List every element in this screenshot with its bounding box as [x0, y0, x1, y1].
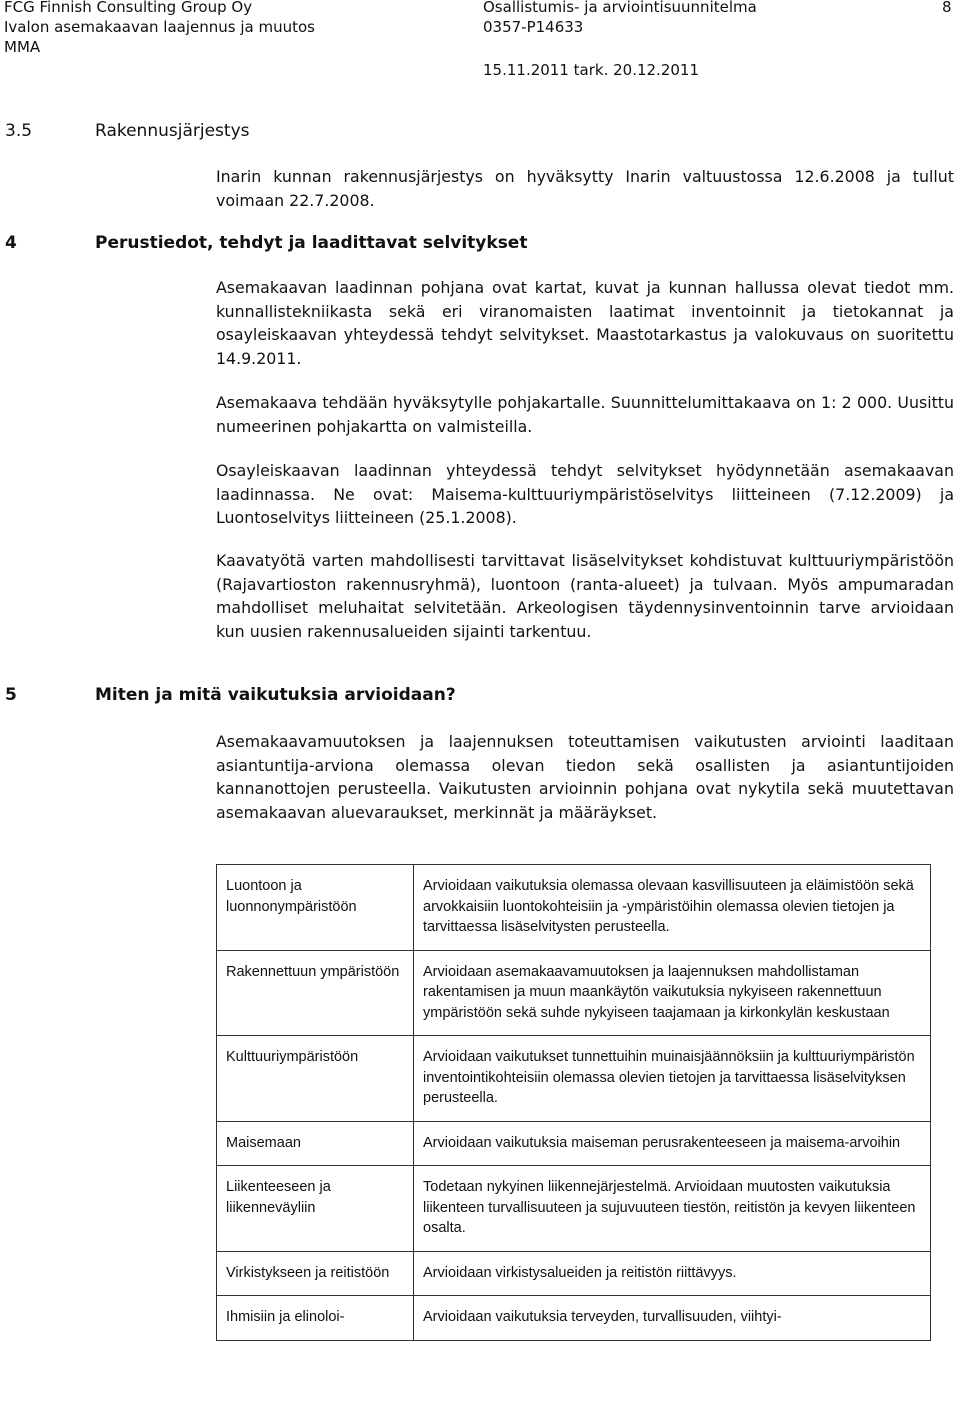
impacts-table — [216, 864, 931, 1341]
section-title: Miten ja mitä vaikutuksia arvioidaan? — [95, 685, 456, 705]
document-title: Osallistumis- ja arviointisuunnitelma — [483, 0, 757, 16]
paragraph-building-code: Inarin kunnan rakennusjärjestys on hyväksytty Inarin valtuustossa 12.6.2008 ja tullut voimaan 22.7.2008. — [216, 167, 954, 210]
header-middle — [483, 0, 757, 37]
section-heading-4 — [5, 233, 527, 253]
impact-target: Rakennettuun ympäristöön — [217, 950, 414, 1036]
impact-description: Todetaan nykyinen liikennejärjestelmä. Arvioidaan muutosten vaikutuksia liikenteen turvallisuuteen ja sujuvuuteen tiestön, reitistön ja kevyen liikenteen osalta. — [414, 1166, 931, 1252]
page-header — [0, 0, 960, 80]
paragraph-master-plan-studies: Osayleiskaavan laadinnan yhteydessä tehdyt selvitykset hyödynnetään asemakaavan laadinnassa. Ne ovat: Maisema-kulttuuriympäristöselvitys liitteineen (7.12.2009) ja Luontoselvitys liitteineen (25.1.2008). — [216, 461, 954, 527]
header-left — [4, 0, 315, 57]
page-number: 8 — [942, 0, 952, 16]
impact-target: Kulttuuriympäristöön — [217, 1036, 414, 1122]
section-heading-3-5 — [5, 121, 250, 141]
section-number: 3.5 — [5, 121, 33, 141]
project-line-2: MMA — [4, 38, 41, 56]
impact-target: Ihmisiin ja elinoloi- — [217, 1296, 414, 1341]
table-row — [217, 1036, 931, 1122]
impact-description: Arvioidaan asemakaavamuutoksen ja laajennuksen mahdollistaman rakentamisen ja muun maankäytön vaikutuksia nykyiseen rakennettuun ympäristöön sekä suhde nykyiseen taajamaan ja kirkonkylän keskustaan — [414, 950, 931, 1036]
section-title: Perustiedot, tehdyt ja laadittavat selvitykset — [95, 233, 528, 253]
impact-description: Arvioidaan vaikutuksia terveyden, turvallisuuden, viihtyi- — [414, 1296, 931, 1341]
table-row — [217, 950, 931, 1036]
table-row — [217, 1166, 931, 1252]
impact-description: Arvioidaan vaikutuksia maiseman perusrakenteeseen ja maisema-arvoihin — [414, 1121, 931, 1166]
impact-target: Luontoon ja luonnonympäristöön — [217, 865, 414, 951]
impact-target: Maisemaan — [217, 1121, 414, 1166]
impact-description: Arvioidaan vaikutuksia olemassa olevaan kasvillisuuteen ja eläimistöön sekä arvokkaisiin luontokohteisiin ja -ympäristöihin olemassa olevien tietojen ja tarvittaessa lisäselvitysten perusteella. — [414, 865, 931, 951]
impact-description: Arvioidaan vaikutukset tunnettuihin muinaisjäännöksiin ja kulttuuriympäristön inventointikohteisiin olemassa olevien tietojen ja tarvittaessa lisäselvityksen perusteella. — [414, 1036, 931, 1122]
project-line-1: Ivalon asemakaavan laajennus ja muutos — [4, 18, 315, 36]
section-number: 4 — [5, 233, 17, 253]
table-row — [217, 865, 931, 951]
table-row — [217, 1251, 931, 1296]
paragraph-additional-studies: Kaavatyötä varten mahdollisesti tarvittavat lisäselvitykset kohdistuvat kulttuuriympäristöön (Rajavartioston rakennusryhmä), luontoon (ranta-alueet) ja tulvaan. Myös ampumaradan mahdolliset meluhaitat selvitetään. Arkeologisen täydennysinventoinnin tarve arvioidaan kun uusien rakennusalueiden sijainti tarkentuu. — [216, 551, 954, 641]
section-number: 5 — [5, 685, 17, 705]
paragraph-base-map: Asemakaava tehdään hyväksytylle pohjakartalle. Suunnittelumittakaava on 1: 2 000. Uusittu numeerinen pohjakartta on valmisteilla. — [216, 393, 954, 436]
impact-description: Arvioidaan virkistysalueiden ja reitistön riittävyys. — [414, 1251, 931, 1296]
paragraph-base-data: Asemakaavan laadinnan pohjana ovat kartat, kuvat ja kunnan hallussa olevat tiedot mm. kunnallistekniikasta sekä eri viranomaisten laatimat inventoinnit ja tietokannat ja osayleiskaavan yhteydessä tehdyt selvitykset. Maastotarkastus ja valokuvaus on suoritettu 14.9.2011. — [216, 278, 954, 368]
document-date: 15.11.2011 tark. 20.12.2011 — [483, 61, 699, 79]
paragraph-impact-assessment: Asemakaavamuutoksen ja laajennuksen toteuttamisen vaikutusten arviointi laaditaan asiantuntija-arviona olemassa olevan tiedon sekä osallisten ja asiantuntijoiden kannanottojen perusteella. Vaikutusten arvioinnin pohjana ovat nykytila sekä muutettavan asemakaavan aluevaraukset, merkinnät ja määräykset. — [216, 732, 954, 822]
company-name: FCG Finnish Consulting Group Oy — [4, 0, 253, 16]
table-row — [217, 1296, 931, 1341]
impact-target: Virkistykseen ja reitistöön — [217, 1251, 414, 1296]
section-title: Rakennusjärjestys — [95, 121, 250, 141]
table-row — [217, 1121, 931, 1166]
document-number: 0357-P14633 — [483, 18, 584, 36]
impact-target: Liikenteeseen ja liikenneväyliin — [217, 1166, 414, 1252]
section-heading-5 — [5, 685, 456, 705]
